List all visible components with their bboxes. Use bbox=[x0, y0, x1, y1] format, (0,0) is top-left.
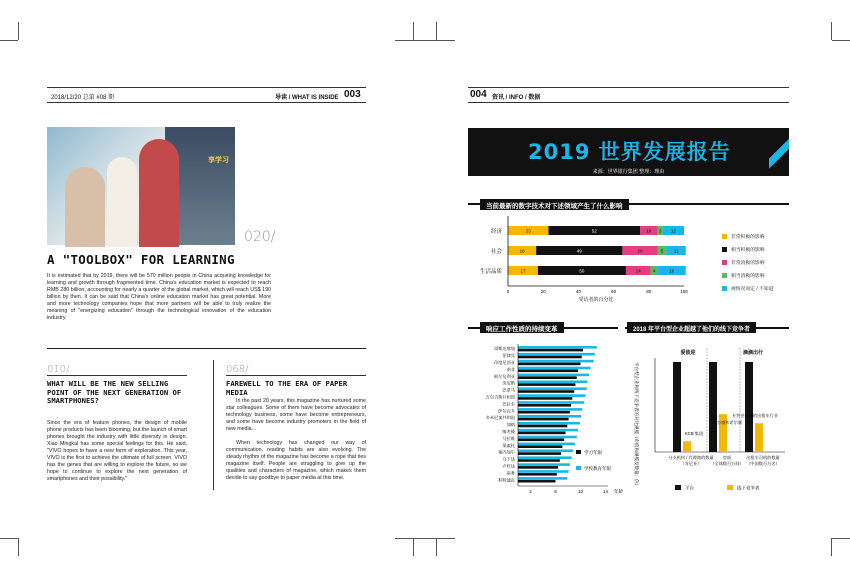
data-label: 23 bbox=[525, 228, 531, 234]
category-label: 经济 bbox=[490, 229, 502, 235]
legend-item bbox=[722, 285, 792, 292]
bar-schooling bbox=[518, 401, 584, 404]
crop-mark bbox=[413, 538, 414, 556]
category-label: 出租车司机的数量 bbox=[746, 455, 780, 460]
data-label: 49 bbox=[576, 248, 582, 254]
article-number: 010/ bbox=[47, 364, 70, 375]
x-tick-label: 20 bbox=[540, 289, 546, 294]
bar-learning bbox=[518, 439, 564, 442]
legend-label: 非常积极的影响 bbox=[731, 235, 765, 240]
category-label: 加纳 bbox=[506, 422, 515, 428]
annotation: KCB 集团 bbox=[685, 431, 704, 437]
bar-schooling bbox=[518, 415, 581, 418]
section-title: 导读 / WHAT IS INSIDE bbox=[275, 95, 339, 101]
crop-mark bbox=[0, 40, 18, 41]
article-body: When technology has changed our way of communication, reading habits are also evolving. The steady rhythm of the magazine has become a rope that ties magazine itself. People are struggling to give up the qualities and characters of magazine, which makes them decide to say goodbye to paper media at this time. bbox=[226, 440, 366, 481]
x-tick-label: 2 bbox=[529, 489, 532, 494]
photo-person bbox=[65, 167, 105, 247]
bar-platform bbox=[709, 362, 717, 452]
bar-schooling bbox=[518, 443, 575, 446]
report-source: 来源：世界银行集团 整理：理由 bbox=[592, 169, 665, 175]
column-divider bbox=[213, 360, 214, 490]
bar-learning bbox=[518, 376, 577, 379]
data-label: 5 bbox=[660, 248, 664, 254]
issue-date: 2018/12/20 总第 #08 期 bbox=[51, 95, 115, 101]
crop-mark bbox=[831, 22, 832, 40]
legend-swatch bbox=[722, 273, 727, 278]
x-tick-label: 14 bbox=[602, 489, 609, 494]
bar-learning bbox=[518, 390, 574, 393]
legend-label: 非常消极的影响 bbox=[731, 261, 765, 266]
education-chart bbox=[468, 340, 623, 500]
category-label: 马拉维 bbox=[502, 435, 515, 441]
bar-schooling bbox=[518, 477, 567, 480]
category-label: 乌干达 bbox=[502, 456, 515, 462]
bar-learning bbox=[518, 418, 569, 421]
bar-schooling bbox=[518, 436, 577, 439]
article-body: Since the era of feature phones, the design of mobile phone products has been blooming, but the launch of smart phones brought the industry with little diversity in design. Xiao Mingkai has some special feelings for this. He said, "VIVO hopes to have a new form of exploration. This year, VIVO is the first to achieve the ultimate of full screen. VIVO has the genes that are willing to explore the future, so we hope to continue to explore the next generation of smartphones and their possibility." bbox=[47, 420, 187, 482]
bar-learning bbox=[518, 425, 567, 428]
x-tick-label: 40 bbox=[575, 289, 581, 294]
legend-swatch bbox=[675, 485, 681, 490]
banner-stripe bbox=[769, 128, 789, 176]
group-label: 滴滴出行 bbox=[742, 350, 764, 356]
feature-number: 020/ bbox=[244, 229, 276, 245]
x-tick-label: 0 bbox=[506, 289, 510, 294]
category-label: 莱索托 bbox=[502, 442, 515, 448]
data-label: 3 bbox=[658, 228, 662, 234]
legend-swatch bbox=[576, 466, 581, 470]
data-label: 12 bbox=[670, 228, 676, 234]
bar-schooling bbox=[518, 422, 580, 425]
photo-sign: 享学习 bbox=[208, 157, 229, 164]
data-label: 20 bbox=[637, 248, 643, 254]
data-label: 4 bbox=[652, 268, 656, 274]
category-label: （中国数百万名） bbox=[746, 461, 780, 466]
legend-label: 学习年限 bbox=[584, 450, 602, 455]
legend-swatch bbox=[722, 247, 727, 252]
category-label: 房间 bbox=[722, 455, 732, 460]
x-axis-label: 受访者的百分比 bbox=[578, 297, 614, 303]
crop-mark bbox=[0, 538, 18, 539]
feature-body: It is estimated that by 2019, there will be 570 million people in China acquiring knowledge for learning and growth through fragmented time. China's education market is expected to reach RMB 280 billion, accounting for nearly a quarter of the global market, which will reach US$ 190 billion by then. It can be said that China's online education market has great potential. More and more technology companies hope that more partners will be able to truly realize the meaning of "energizing education" through the technological innovation of the education industry. bbox=[47, 273, 271, 321]
bar-schooling bbox=[518, 374, 589, 377]
data-label: 11 bbox=[673, 248, 679, 254]
bar-schooling bbox=[518, 381, 587, 384]
category-label: 生活品质 bbox=[479, 269, 502, 275]
bar-learning bbox=[518, 397, 572, 400]
crop-mark bbox=[18, 22, 19, 40]
article-title: WHAT WILL BE THE NEW SELLING POINT OF THE NEXT GENERATION OF SMARTPHONES? bbox=[47, 379, 182, 405]
chart-legend bbox=[722, 233, 792, 298]
x-tick-label: 100 bbox=[680, 289, 688, 294]
section-title: 资讯 / INFO / 数据 bbox=[492, 95, 541, 101]
category-label: 哥斯达黎加 bbox=[494, 346, 515, 352]
legend-item bbox=[722, 246, 792, 253]
page-number: 003 bbox=[344, 89, 361, 100]
bar-learning bbox=[518, 432, 566, 435]
bar-learning bbox=[518, 363, 581, 366]
bar-schooling bbox=[518, 360, 594, 363]
category-label: （全球数百万间） bbox=[710, 461, 744, 466]
chart-title: 当前最新的数字技术对下述领域产生了什么影响 bbox=[480, 199, 629, 210]
category-label: 科特迪瓦 bbox=[498, 477, 515, 483]
x-tick-label: 10 bbox=[577, 489, 584, 494]
photo-person bbox=[107, 157, 137, 247]
bar-learning bbox=[518, 370, 578, 373]
y-axis-label: 平台型企业和线下竞争者的对比规模（市值和规模及数量；倍） bbox=[634, 362, 639, 488]
bar-schooling bbox=[518, 456, 572, 459]
bar-schooling bbox=[518, 408, 582, 411]
category-label: 突尼斯 bbox=[502, 380, 515, 386]
legend-swatch bbox=[722, 260, 727, 265]
bar-schooling bbox=[518, 450, 573, 453]
bar-schooling bbox=[518, 387, 587, 390]
category-label: （肯尼亚） bbox=[680, 461, 702, 466]
category-label: 巴拉圭 bbox=[502, 401, 515, 407]
category-label: 分支机构 / 代理商的数量 bbox=[668, 455, 714, 460]
category-label: 社会 bbox=[490, 249, 502, 255]
data-label: 17 bbox=[520, 268, 526, 274]
crop-mark bbox=[832, 40, 850, 41]
bar-schooling bbox=[518, 394, 586, 397]
legend-swatch bbox=[722, 286, 727, 291]
x-tick-label: 80 bbox=[646, 289, 652, 294]
legend-label: 学校教育年限 bbox=[584, 466, 611, 471]
chart-title: 2018 年平台型企业超越了他们的线下竞争者 bbox=[627, 322, 756, 333]
crop-mark bbox=[436, 22, 437, 40]
bar-platform bbox=[745, 362, 753, 452]
x-axis-label: 年龄 bbox=[614, 489, 623, 494]
crop-mark bbox=[18, 538, 19, 556]
legend-swatch bbox=[576, 450, 581, 454]
bar-learning bbox=[518, 445, 562, 448]
page-number: 004 bbox=[470, 89, 487, 100]
category-label: 巴拿马 bbox=[502, 387, 515, 393]
data-label: 10 bbox=[646, 228, 652, 234]
bar-schooling bbox=[518, 367, 591, 370]
category-label: 菲律宾 bbox=[502, 353, 515, 359]
legend-swatch bbox=[722, 234, 727, 239]
legend-label: 平台 bbox=[685, 485, 694, 491]
data-label: 16 bbox=[519, 248, 525, 254]
bar-learning bbox=[518, 459, 560, 462]
article-rule bbox=[47, 375, 187, 376]
data-label: 16 bbox=[669, 268, 675, 274]
platform-chart bbox=[625, 340, 789, 500]
annotation: 万豪和希尔顿 bbox=[717, 420, 743, 426]
report-title: 2019 世界发展报告 bbox=[528, 140, 731, 164]
x-tick-label: 60 bbox=[611, 289, 617, 294]
bar-learning bbox=[518, 349, 583, 352]
article-title: FAREWELL TO THE ERA OF PAPER MEDIA bbox=[226, 379, 348, 397]
category-label: 卢旺达 bbox=[502, 463, 515, 469]
bar-schooling bbox=[518, 346, 597, 349]
legend-item bbox=[722, 272, 792, 279]
bar-schooling bbox=[518, 429, 578, 432]
bar-schooling bbox=[518, 470, 569, 473]
category-label: 宿务 bbox=[506, 470, 515, 476]
annotation: 专营业执照的出租车行业 bbox=[731, 413, 779, 419]
right-page-header bbox=[468, 87, 789, 103]
article-rule bbox=[226, 375, 366, 376]
legend-label: 相当消极的影响 bbox=[731, 274, 765, 279]
group-label: 爱彼迎 bbox=[680, 350, 696, 356]
x-tick-label: 6 bbox=[554, 489, 557, 494]
data-label: 50 bbox=[579, 268, 585, 274]
crop-mark bbox=[395, 538, 455, 539]
bar-learning bbox=[518, 411, 570, 414]
category-label: 吉尔吉斯共和国 bbox=[485, 394, 515, 400]
legend-item bbox=[722, 259, 792, 266]
bar-offline bbox=[683, 441, 691, 452]
bar-learning bbox=[518, 480, 556, 483]
chart-title: 响应工作性质的持续变革 bbox=[480, 322, 564, 333]
left-page-header bbox=[47, 87, 366, 103]
report-banner bbox=[468, 128, 789, 176]
category-label: 喀麦隆 bbox=[502, 429, 515, 434]
bar-learning bbox=[518, 404, 571, 407]
bar-learning bbox=[518, 356, 582, 359]
category-label: 多米尼加共和国 bbox=[485, 415, 515, 421]
article-body: In the past 20 years, this magazine has nurtured some star colleagues. Some of them have become advocates of technology business, some have become entrepreneurs, and some have become industry promoters in the field of new media... bbox=[226, 398, 366, 432]
bar-learning bbox=[518, 452, 561, 455]
legend-label: 线下竞争者 bbox=[737, 485, 760, 491]
crop-mark bbox=[831, 538, 832, 556]
legend-swatch bbox=[727, 485, 733, 490]
bar-learning bbox=[518, 383, 576, 386]
feature-photo bbox=[47, 127, 235, 245]
photo-person bbox=[139, 139, 179, 247]
bar-platform bbox=[673, 362, 681, 452]
bar-learning bbox=[518, 466, 558, 469]
article-number: 068/ bbox=[226, 364, 249, 375]
bar-offline bbox=[755, 423, 763, 452]
category-label: 萨尔瓦多 bbox=[498, 408, 515, 414]
section-divider bbox=[47, 348, 366, 349]
data-label: 14 bbox=[635, 268, 641, 274]
crop-mark bbox=[395, 40, 455, 41]
legend-label: 相当积极的影响 bbox=[731, 248, 765, 253]
crop-mark bbox=[413, 22, 414, 40]
legend-item bbox=[722, 233, 792, 240]
legend-label: 视情况而定 / 不知道 bbox=[731, 287, 774, 292]
data-label: 52 bbox=[591, 228, 597, 234]
crop-mark bbox=[832, 538, 850, 539]
bar-learning bbox=[518, 473, 557, 476]
feature-title: A "TOOLBOX" FOR LEARNING bbox=[47, 252, 235, 267]
category-label: 南非 bbox=[506, 366, 515, 372]
bar-schooling bbox=[518, 353, 595, 356]
category-label: 阿尔及利亚 bbox=[494, 373, 515, 379]
crop-mark bbox=[436, 538, 437, 556]
category-label: 塞内加尔 bbox=[498, 449, 515, 455]
category-label: 印度尼西亚 bbox=[494, 360, 515, 365]
bar-schooling bbox=[518, 463, 570, 466]
